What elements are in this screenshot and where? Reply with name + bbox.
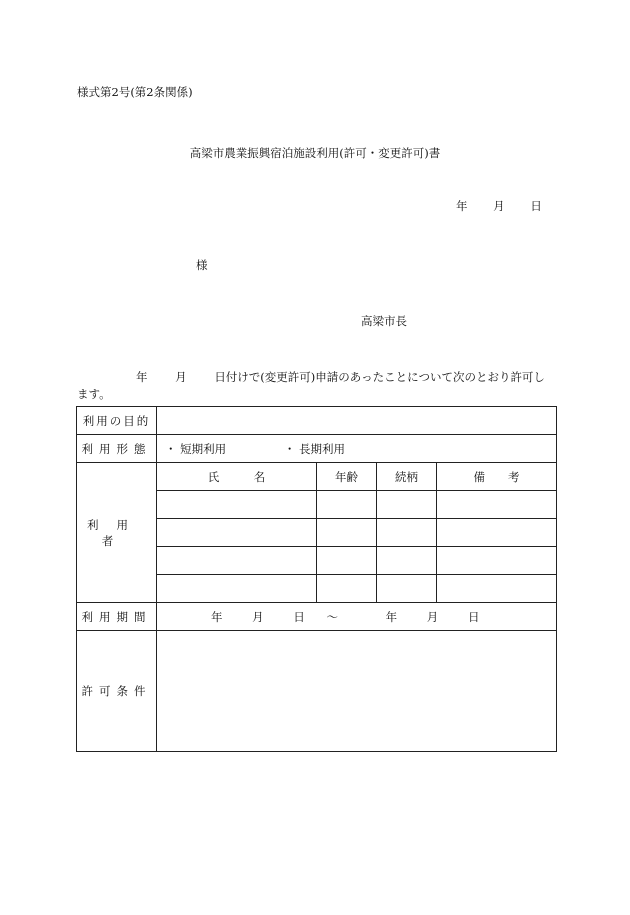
date-line bbox=[456, 198, 542, 214]
user-label: 利用者 bbox=[77, 463, 157, 603]
body-text-line-1 bbox=[136, 369, 545, 385]
header-name: 氏 名 bbox=[157, 463, 317, 491]
user-age-cell[interactable] bbox=[317, 519, 377, 547]
form-number: 様式第2号(第2条関係) bbox=[77, 85, 193, 99]
user-age-cell[interactable] bbox=[317, 491, 377, 519]
user-name-cell[interactable] bbox=[157, 547, 317, 575]
recipient-suffix: 様 bbox=[196, 258, 208, 272]
permit-table bbox=[76, 406, 557, 752]
date-day: 日 bbox=[530, 199, 542, 213]
user-age-cell[interactable] bbox=[317, 575, 377, 603]
user-relation-cell[interactable] bbox=[377, 491, 437, 519]
header-relation: 続柄 bbox=[377, 463, 437, 491]
user-relation-cell[interactable] bbox=[377, 547, 437, 575]
purpose-row bbox=[77, 407, 557, 435]
period-tilde: ～ bbox=[326, 609, 338, 624]
usage-form-field bbox=[157, 435, 557, 463]
body-year: 年 bbox=[136, 370, 148, 384]
user-remarks-cell[interactable] bbox=[437, 575, 557, 603]
usage-form-label: 利用形態 bbox=[77, 435, 157, 463]
period-label: 利用期間 bbox=[77, 603, 157, 631]
user-relation-cell[interactable] bbox=[377, 519, 437, 547]
user-remarks-cell[interactable] bbox=[437, 547, 557, 575]
body-rest: 日付けで(変更許可)申請のあったことについて次のとおり許可し bbox=[214, 370, 545, 384]
body-month: 月 bbox=[175, 370, 187, 384]
conditions-label: 許可条件 bbox=[77, 631, 157, 752]
user-age-cell[interactable] bbox=[317, 547, 377, 575]
date-month: 月 bbox=[493, 199, 505, 213]
user-relation-cell[interactable] bbox=[377, 575, 437, 603]
period-end-month: 月 bbox=[426, 609, 439, 624]
period-start-year: 年 bbox=[211, 609, 223, 624]
purpose-field[interactable] bbox=[157, 407, 557, 435]
user-header-row bbox=[77, 463, 557, 491]
document-title: 高梁市農業振興宿泊施設利用(許可・変更許可)書 bbox=[189, 146, 441, 160]
user-name-cell[interactable] bbox=[157, 575, 317, 603]
header-age: 年齢 bbox=[317, 463, 377, 491]
user-remarks-cell[interactable] bbox=[437, 491, 557, 519]
period-field[interactable] bbox=[157, 603, 557, 631]
conditions-field[interactable] bbox=[157, 631, 557, 752]
option-short-term[interactable]: ・ 短期利用 bbox=[165, 441, 227, 456]
conditions-row bbox=[77, 631, 557, 752]
user-name-cell[interactable] bbox=[157, 491, 317, 519]
period-end-year: 年 bbox=[385, 609, 398, 624]
user-remarks-cell[interactable] bbox=[437, 519, 557, 547]
header-remarks: 備 考 bbox=[437, 463, 557, 491]
usage-form-row bbox=[77, 435, 557, 463]
user-name-cell[interactable] bbox=[157, 519, 317, 547]
period-end-day: 日 bbox=[467, 609, 480, 624]
period-start-day: 日 bbox=[293, 609, 305, 624]
issuer-name: 高梁市長 bbox=[361, 314, 407, 328]
body-text-line-2: ます。 bbox=[77, 387, 111, 401]
option-long-term[interactable]: ・ 長期利用 bbox=[283, 441, 345, 456]
purpose-label: 利用の目的 bbox=[77, 407, 157, 435]
period-row bbox=[77, 603, 557, 631]
period-start-month: 月 bbox=[252, 609, 264, 624]
date-year: 年 bbox=[456, 199, 468, 213]
